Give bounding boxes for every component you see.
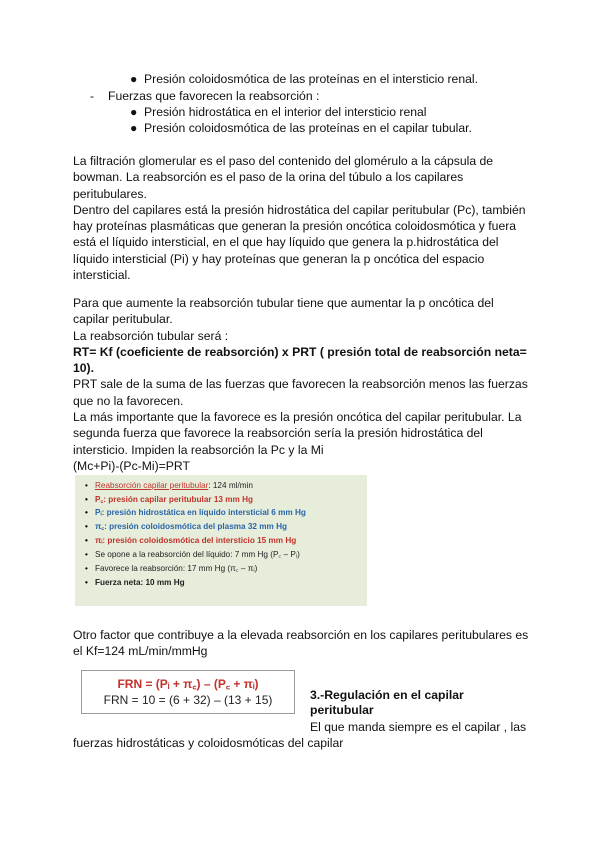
bullet-icon: • bbox=[85, 508, 88, 517]
formula-line: RT= Kf (coeficiente de reabsorción) x PRT ( presión total de reabsorción neta= bbox=[73, 344, 527, 359]
frn-formula-box bbox=[81, 670, 295, 714]
text-line: PRT sale de la suma de las fuerzas que favorecen la reabsorción menos las fuerzas bbox=[73, 377, 528, 392]
list-item bbox=[90, 88, 319, 104]
bullet-icon: • bbox=[85, 564, 88, 573]
list-item-text: Presión coloidosmótica de las proteínas en el intersticio renal. bbox=[144, 72, 478, 86]
list-item-text: Presión coloidosmótica de las proteínas en el capilar tubular. bbox=[144, 121, 472, 135]
bullet-icon: • bbox=[85, 495, 88, 504]
list-item-text: Fuerzas que favorecen la reabsorción : bbox=[108, 89, 320, 103]
list-item bbox=[130, 71, 478, 87]
text-line: intersticio. Impiden la reabsorción la Pc y la Mi bbox=[73, 442, 324, 457]
bullet-icon: • bbox=[85, 578, 88, 587]
text-line: La reabsorción tubular será : bbox=[73, 328, 229, 343]
text-line: bowman. La reabsorción es el paso de la orina del túbulo a los capilares bbox=[73, 170, 464, 185]
figure-text: : 124 ml/min bbox=[208, 481, 253, 490]
figure-row bbox=[85, 578, 185, 588]
text-line: que no la favorecen. bbox=[73, 393, 184, 408]
text-line: segunda fuerza que favorece la reabsorción sería la presión hidrostática del bbox=[73, 426, 483, 441]
list-item bbox=[130, 120, 472, 136]
frn-calculation: FRN = 10 = (6 + 32) – (13 + 15) bbox=[103, 693, 273, 707]
text-line: peritubulares. bbox=[73, 186, 147, 201]
figure-text: P꜀: presión capilar peritubular 13 mm Hg bbox=[95, 495, 253, 504]
text-line: el Kf=124 mL/min/mmHg bbox=[73, 644, 208, 659]
figure-row bbox=[85, 522, 287, 532]
figure-row bbox=[85, 481, 253, 491]
text-line: capilar peritubular. bbox=[73, 312, 173, 327]
paragraph-kf bbox=[73, 627, 543, 660]
figure-text: Fuerza neta: 10 mm Hg bbox=[95, 578, 185, 587]
figure-row bbox=[85, 495, 253, 505]
bullet-icon: • bbox=[85, 481, 88, 490]
text-line: está el líquido intersticial, en el que hay líquido que genera la p.hidrostática del bbox=[73, 235, 499, 250]
text-line: Dentro del capilares está la presión hidrostática del capilar peritubular (Pc), también bbox=[73, 202, 526, 217]
figure-row bbox=[85, 536, 296, 546]
text-line: líquido intersticial (Pi) y hay proteínas que generan la p oncótica del espacio bbox=[73, 251, 485, 266]
figure-row bbox=[85, 508, 306, 518]
bullet-icon: • bbox=[85, 522, 88, 531]
text-line: Otro factor que contribuye a la elevada reabsorción en los capilares peritubulares es bbox=[73, 628, 529, 642]
bullet-icon: • bbox=[85, 550, 88, 559]
text-line: El que manda siempre es el capilar , las bbox=[310, 720, 527, 734]
bullet-icon: ● bbox=[130, 121, 138, 135]
frn-formula: FRN = (Pᵢ + π꜀) – (P꜀ + πᵢ) bbox=[117, 677, 259, 691]
text-line: intersticial. bbox=[73, 268, 131, 283]
pressures-figure bbox=[75, 475, 367, 606]
figure-text: Reabsorción capilar peritubular bbox=[95, 481, 209, 490]
paragraph-filtration bbox=[73, 153, 533, 283]
figure-row bbox=[85, 564, 257, 574]
figure-text: Favorece la reabsorción: 17 mm Hg (π꜀ – πᵢ) bbox=[95, 564, 258, 573]
text-line: (Mc+Pi)-(Pc-Mi)=PRT bbox=[73, 458, 190, 473]
bullet-icon: • bbox=[85, 536, 88, 545]
bullet-icon: ● bbox=[130, 72, 138, 86]
figure-text: πᵢ: presión coloidosmótica del intersticio 15 mm Hg bbox=[95, 536, 297, 545]
text-line: fuerzas hidrostáticas y coloidosmóticas del capilar bbox=[73, 736, 344, 750]
figure-text: Pᵢ: presión hidrostática en líquido intersticial 6 mm Hg bbox=[95, 508, 306, 517]
figure-text: Se opone a la reabsorción del líquido: 7 mm Hg (P꜀ – Pᵢ) bbox=[95, 550, 300, 559]
text-line: Para que aumente la reabsorción tubular tiene que aumentar la p oncótica del bbox=[73, 296, 494, 310]
text-line: La más importante que la favorece es la presión oncótica del capilar peritubular. La bbox=[73, 410, 522, 425]
text-line: La filtración glomerular es el paso del contenido del glomérulo a la cápsula de bbox=[73, 154, 494, 168]
paragraph-reabsorption bbox=[73, 295, 543, 474]
list-item-text: Presión hidrostática en el interior del intersticio renal bbox=[144, 105, 427, 119]
list-item bbox=[130, 104, 427, 120]
formula-line: 10). bbox=[73, 361, 95, 376]
text-line: hay proteínas plasmáticas que generan la presión oncótica coloidosmótica y fuera bbox=[73, 219, 517, 234]
heading-line: 3.-Regulación en el capilar bbox=[310, 688, 464, 702]
heading-line: peritubular bbox=[310, 703, 374, 717]
bullet-icon: ● bbox=[130, 105, 138, 119]
section-heading bbox=[310, 688, 464, 718]
figure-text: π꜀: presión coloidosmótica del plasma 32 mm Hg bbox=[95, 522, 288, 531]
figure-row bbox=[85, 550, 300, 560]
dash-icon: - bbox=[90, 89, 95, 103]
